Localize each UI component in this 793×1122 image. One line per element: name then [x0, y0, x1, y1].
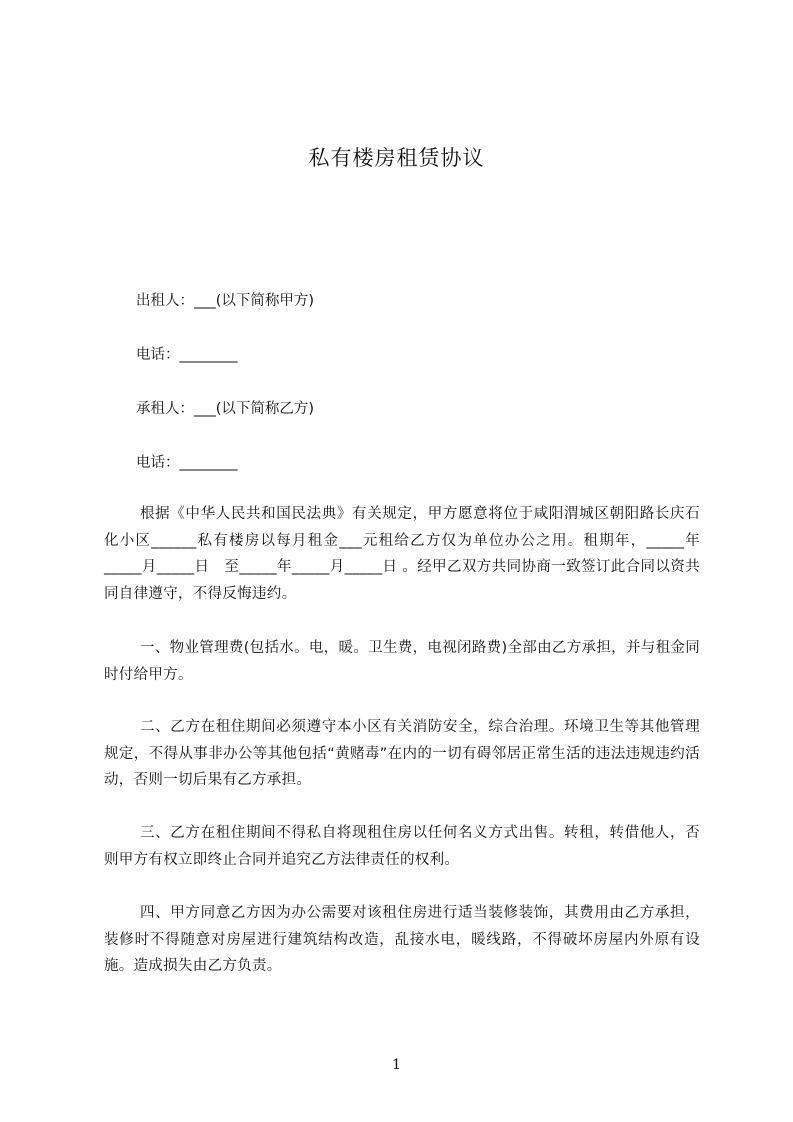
lessor-phone-line: 电话：________: [136, 347, 238, 363]
lessor-line: 出租人：___(以下简称甲方): [136, 293, 315, 309]
paragraph-clause-1: 一、物业管理费(包括水。电，暖。卫生费，电视闭路费)全部由乙方承担，并与租金同时付给甲方。: [104, 640, 700, 683]
lessee-phone-line: 电话：________: [136, 455, 238, 471]
paragraph-clause-2: 二、乙方在租住期间必须遵守本小区有关消防安全，综合治理。环境卫生等其他管理规定，不得从事非办公等其他包括“黄赌毒”在内的一切有碍邻居正常生活的违法违规违约活动，否则一切后果有乙方承担。: [104, 719, 700, 788]
paragraph-preamble: 根据《中华人民共和国民法典》有关规定，甲方愿意将位于咸阳渭城区朝阳路长庆石化小区______私有楼房以每月租金___元租给乙方仅为单位办公之用。租期年，_____年_____月_____日 至_____年_____月_____日 。经甲乙双方共同协商一致签订此合同以资共同自律遵守，不得反悔违约。: [104, 506, 700, 602]
lessee-line: 承租人：___(以下简称乙方): [136, 401, 315, 417]
page-number: 1: [392, 1057, 401, 1073]
paragraph-clause-3: 三、乙方在租住期间不得私自将现租住房以任何名义方式出售。转租，转借他人，否则甲方有权立即终止合同并追究乙方法律责任的权利。: [104, 825, 700, 868]
paragraph-clause-4: 四、甲方同意乙方因为办公需要对该租住房进行适当装修装饰，其费用由乙方承担，装修时不得随意对房屋进行建筑结构改造，乱接水电，暖线路，不得破坏房屋内外原有设施。造成损失由乙方负责。: [104, 905, 700, 974]
document-title: 私有楼房租赁协议: [308, 146, 485, 170]
